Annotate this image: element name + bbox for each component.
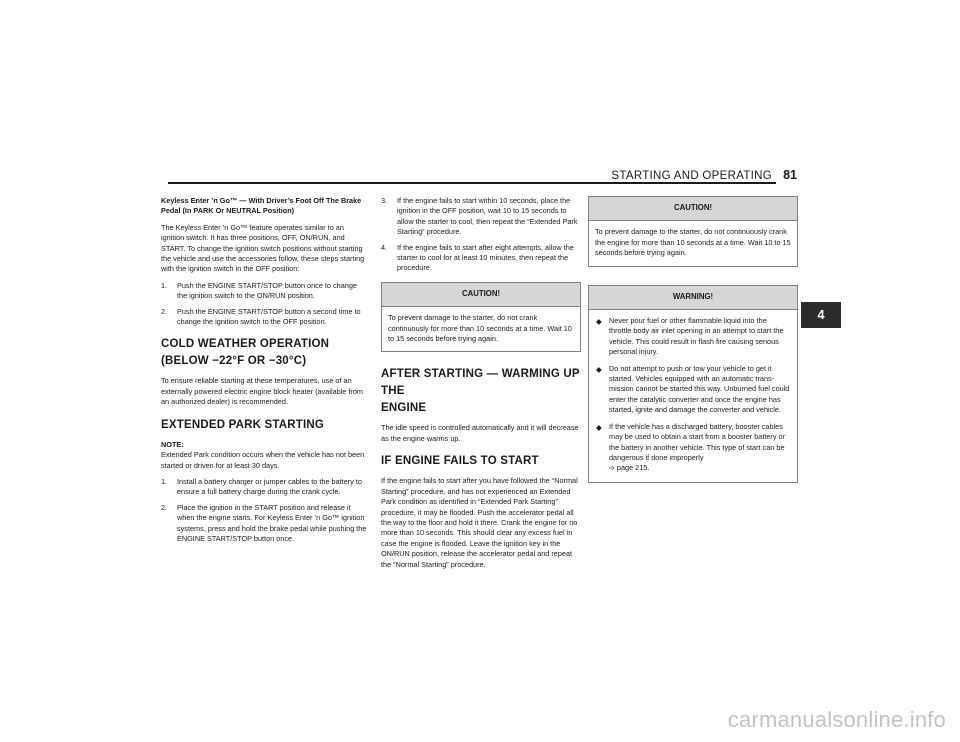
extended-park-steps-continued <box>381 196 581 274</box>
cold-weather-heading: COLD WEATHER OPERATION (BELOW −22°F OR −30°C) <box>161 338 330 368</box>
extended-park-steps <box>161 477 367 544</box>
extended-park-heading: EXTENDED PARK STARTING <box>161 418 325 431</box>
list-item: ◆ Never pour fuel or other flammable liquid into the throttle body air inlet opening in an attempt to start the vehicle. This could result in flash fire causing serious personal injury. <box>596 316 784 357</box>
page-reference-link[interactable]: page 215. <box>616 463 650 473</box>
fails-to-start-heading: IF ENGINE FAILS TO START <box>381 455 539 468</box>
page-reference-arrow-icon: ➩ <box>609 465 615 473</box>
diamond-bullet-icon: ◆ <box>596 422 602 432</box>
running-header-title: STARTING AND OPERATING <box>611 170 772 182</box>
diamond-bullet-icon: ◆ <box>596 317 602 327</box>
keyless-steps <box>161 281 367 328</box>
caution-box <box>588 196 798 267</box>
note-label: NOTE: <box>161 439 184 449</box>
caution-text: To prevent damage to the starter, do not crank continuously for more than 10 seconds at a time. Wait 10 to 15 seconds before trying again. <box>388 313 572 344</box>
keyless-intro: The Keyless Enter ’n Go™ feature operates similar to an ignition switch. It has three positions, OFF, ON/RUN, and START. To change the ignition switch positions without starting the vehicle and use the accessories follow, these steps starting with the ignition switch in the OFF position: <box>161 222 365 274</box>
warning-box <box>588 285 798 483</box>
warming-up-text: The idle speed is controlled automatically and it will decrease as the engine warms up. <box>381 423 579 443</box>
caution-title: CAUTION! <box>382 283 580 307</box>
warning-title: WARNING! <box>589 286 797 310</box>
list-item: 1. Install a battery charger or jumper cables to the battery to ensure a full battery charge during the crank cycle. <box>161 476 362 497</box>
column-3 <box>588 196 798 493</box>
watermark: carmanualsonline.info <box>727 707 946 732</box>
keyless-subheading: Keyless Enter ’n Go™ — With Driver’s Foot Off The Brake Pedal (In PARK Or NEUTRAL Position) <box>161 196 362 216</box>
list-item: 4. If the engine fails to start after eight attempts, allow the starter to cool for at least 10 minutes, then repeat the procedure. <box>381 242 574 273</box>
cold-weather-text: To ensure reliable starting at these temperatures, use of an externally powered electric engine block heater (available from an authorized dealer) is recommended. <box>161 376 363 407</box>
column-2 <box>381 196 581 576</box>
fails-to-start-text: If the engine fails to start after you have followed the “Normal Starting” procedure, and has not experienced an Extended Park condition as identified in “Extended Park Starting” procedure, it may be flooded. Push the accelerator pedal all the way to the floor and hold it there. Crank the engine for no more than 10 seconds. This should clear any excess fuel in case the engine is flooded. Leave the ignition key in the ON/RUN position, release the accelerator pedal and repeat the “Normal Starting” procedure. <box>381 476 578 569</box>
caution-box <box>381 282 581 353</box>
list-item: 1. Push the ENGINE START/STOP button once to change the ignition switch to the ON/RUN position. <box>161 280 357 301</box>
note-text: Extended Park condition occurs when the vehicle has not been started or driven for at least 30 days. <box>161 450 365 470</box>
warming-up-heading: AFTER STARTING — WARMING UP THE ENGINE <box>381 368 580 415</box>
page-number: 81 <box>783 168 797 182</box>
warning-list <box>595 316 791 475</box>
header-rule <box>168 182 776 184</box>
list-item: ◆ If the vehicle has a discharged battery, booster cables may be used to obtain a start from a booster battery or the battery in another vehicle. This type of start can be dangerous if done improperly ➩ page 215. <box>596 421 786 473</box>
list-item: 2. Push the ENGINE START/STOP button a second time to change the ignition switch to the OFF position. <box>161 306 361 327</box>
column-1 <box>161 196 367 550</box>
list-item: 2. Place the ignition in the START position and release it when the engine starts. For Keyless Enter ’n Go™ ignition systems, press and hold the brake pedal while pushing the ENGINE START/STOP button once. <box>161 502 367 543</box>
diamond-bullet-icon: ◆ <box>596 364 602 374</box>
chapter-tab: 4 <box>801 302 841 328</box>
caution-title: CAUTION! <box>589 197 797 221</box>
list-item: 3. If the engine fails to start within 10 seconds, place the ignition in the OFF position, wait 10 to 15 seconds to allow the starter to cool, then repeat the “Extended Park Starting” procedure. <box>381 196 578 237</box>
note <box>161 440 367 471</box>
caution-text: To prevent damage to the starter, do not continuously crank the engine for more than 10 seconds at a time. Wait 10 to 15 seconds before trying again. <box>595 227 791 258</box>
list-item: ◆ Do not attempt to push or tow your vehicle to get it started. Vehicles equipped with an automatic trans-mission cannot be started this way. Unburned fuel could enter the catalytic converter and once the engine has started, ignite and damage the converter and vehicle. <box>596 363 790 415</box>
